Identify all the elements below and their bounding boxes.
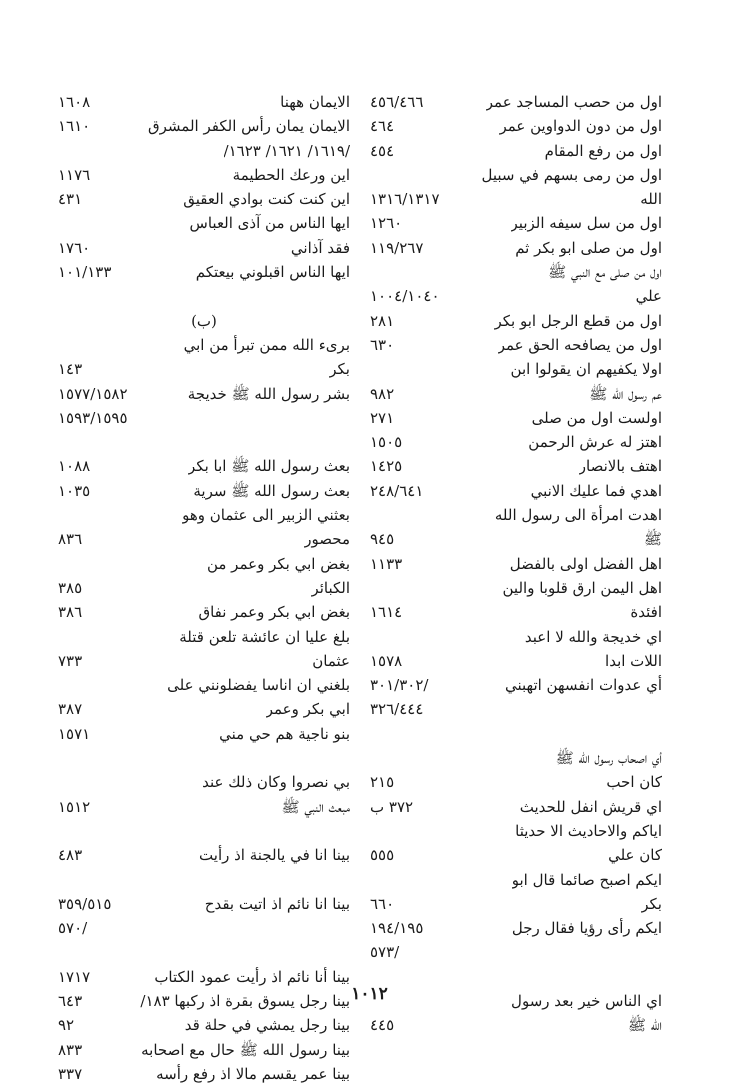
entry-text: اهل اليمن ارق قلوبا والين bbox=[502, 578, 662, 597]
index-entry bbox=[362, 1013, 662, 1037]
entry-text: اولست اول من صلى bbox=[531, 408, 662, 427]
index-entry bbox=[50, 90, 350, 114]
index-entry bbox=[362, 552, 662, 576]
entry-text: محصور bbox=[304, 530, 350, 549]
right-index-column bbox=[362, 90, 662, 1038]
entry-page-ref: ٤٥٤ bbox=[370, 141, 395, 160]
entry-page-ref: ٤٤٥ bbox=[370, 1016, 395, 1035]
entry-text: بينا رجل يمشي في حلة قد bbox=[184, 1016, 350, 1035]
entry-page-ref: ٣٨٧ bbox=[58, 700, 83, 719]
index-entry bbox=[50, 333, 350, 357]
entry-page-ref: ٩٢ bbox=[58, 1016, 75, 1035]
index-entry bbox=[50, 868, 350, 892]
entry-text: بعث رسول الله ﷺ ابا بكر bbox=[188, 457, 350, 476]
index-entry bbox=[50, 819, 350, 843]
index-entry bbox=[50, 260, 350, 284]
entry-page-ref: ٩٤٥ bbox=[370, 530, 395, 549]
index-entry bbox=[50, 187, 350, 211]
entry-text: اول من رمى بسهم في سبيل bbox=[481, 165, 662, 184]
entry-text: فقد آذاني bbox=[290, 238, 350, 257]
entry-page-ref: ١٥٧١ bbox=[58, 724, 91, 743]
entry-page-ref: ٦٦٠ bbox=[370, 894, 395, 913]
entry-text: بينا انا في يالجنة اذ رأيت bbox=[199, 846, 350, 865]
entry-text: ﷺ bbox=[643, 530, 662, 549]
index-entry bbox=[50, 114, 350, 138]
entry-text: اي قريش انفل للحديث bbox=[519, 797, 662, 816]
entry-page-ref: ١٣١٦/١٣١٧ bbox=[370, 190, 440, 209]
index-entry bbox=[362, 722, 662, 746]
entry-page-ref: ٤٨٣ bbox=[58, 846, 83, 865]
index-entry bbox=[362, 625, 662, 649]
entry-text: ايها الناس من آذى العباس bbox=[189, 214, 350, 233]
index-entry bbox=[362, 406, 662, 430]
index-entry bbox=[362, 114, 662, 138]
entry-text: بنو ناجية هم حي مني bbox=[219, 724, 350, 743]
entry-page-ref: ٣٥٩/٥١٥ bbox=[58, 894, 112, 913]
index-entry bbox=[362, 211, 662, 235]
page-number: ١٠١٢ bbox=[351, 984, 388, 1004]
index-entry bbox=[362, 697, 662, 721]
entry-page-ref: ٤٥٦/٤٦٦ bbox=[370, 93, 424, 111]
index-entry bbox=[50, 600, 350, 624]
index-entry bbox=[362, 600, 662, 624]
index-entry bbox=[362, 576, 662, 600]
entry-page-ref: ١٤٢٥ bbox=[370, 457, 403, 476]
entry-page-ref: ١٠٣٥ bbox=[58, 481, 91, 500]
entry-page-ref: ١٧١٧ bbox=[58, 967, 91, 986]
index-entry bbox=[362, 673, 662, 697]
index-entry bbox=[50, 1038, 350, 1062]
entry-text: الله bbox=[640, 190, 662, 209]
index-entry bbox=[362, 795, 662, 819]
entry-text: اولا يكفيهم ان يقولوا ابن bbox=[510, 360, 662, 379]
entry-page-ref: ١٠٠٤/١٠٤٠ bbox=[370, 287, 440, 306]
entry-text: اهتز له عرش الرحمن bbox=[528, 433, 662, 452]
entry-text: اول من صلى ابو بكر ثم bbox=[515, 238, 662, 257]
index-entry bbox=[362, 868, 662, 892]
entry-text: بغض ابي بكر وعمر من bbox=[206, 554, 350, 573]
entry-text: اهدي فما عليك الانبي bbox=[530, 481, 662, 500]
entry-text: الايمان يمان رأس الكفر المشرق bbox=[148, 117, 350, 136]
index-entry bbox=[362, 90, 662, 114]
entry-text: علي bbox=[635, 287, 662, 306]
index-entry bbox=[50, 770, 350, 794]
index-entry bbox=[362, 236, 662, 260]
entry-text: عثمان bbox=[312, 651, 350, 670]
entry-text: اول من دون الدواوين عمر bbox=[499, 117, 662, 136]
index-entry bbox=[50, 795, 350, 819]
entry-text: برىء الله ممن تبرأ من ابي bbox=[183, 335, 350, 354]
entry-text: ايكم اصبح صائما قال ابو bbox=[511, 870, 662, 889]
index-entry bbox=[362, 503, 662, 527]
index-entry bbox=[362, 430, 662, 454]
entry-page-ref: ١١٩/٢٦٧ bbox=[370, 238, 424, 257]
entry-text: اي خديجة والله لا اعبد bbox=[524, 627, 662, 646]
entry-page-ref: ٣٨٦ bbox=[58, 603, 83, 622]
entry-page-ref: ١٤٣ bbox=[58, 360, 83, 379]
entry-page-ref: ٢٨١ bbox=[370, 311, 395, 330]
entry-text: عم رسول الله ﷺ bbox=[589, 384, 662, 403]
entry-text: افئدة bbox=[630, 603, 662, 622]
index-entry bbox=[50, 625, 350, 649]
entry-page-ref: ٢٤٨/٦٤١ bbox=[370, 481, 424, 500]
entry-text: الكبائر bbox=[311, 578, 350, 597]
index-entry bbox=[50, 527, 350, 551]
index-entry bbox=[362, 357, 662, 381]
entry-text: بكر bbox=[641, 894, 662, 913]
entry-page-ref: ١٥٠٥ bbox=[370, 433, 403, 452]
index-entry bbox=[362, 333, 662, 357]
entry-text: اول من رفع المقام bbox=[544, 141, 662, 160]
entry-text: بغض ابي بكر وعمر نفاق bbox=[198, 603, 350, 622]
entry-text: أي اصحاب رسول الله ﷺ bbox=[555, 749, 662, 768]
entry-page-ref: ٦٣٠ bbox=[370, 335, 395, 354]
index-entry bbox=[362, 892, 662, 916]
entry-text: بينا أنا نائم اذ رأيت عمود الكتاب bbox=[154, 967, 350, 986]
index-entry bbox=[50, 309, 350, 333]
index-entry bbox=[50, 843, 350, 867]
entry-page-ref: ١٧٦٠ bbox=[58, 238, 91, 257]
entry-page-ref: ٢٧١ bbox=[370, 408, 395, 427]
entry-text: بعثني الزبير الى عثمان وهو bbox=[182, 506, 350, 525]
entry-page-ref: ٨٣٦ bbox=[58, 530, 83, 549]
entry-page-ref: ١١٣٣ bbox=[370, 554, 403, 573]
left-index-column bbox=[50, 90, 350, 1086]
entry-text: اهتف بالانصار bbox=[578, 457, 662, 476]
index-entry bbox=[362, 260, 662, 284]
entry-text: بلغ عليا ان عائشة تلعن قتلة bbox=[179, 627, 350, 646]
entry-text: اهل الفضل اولى بالفضل bbox=[509, 554, 662, 573]
entry-page-ref: ٤٣١ bbox=[58, 190, 83, 209]
entry-text: اياكم والاحاديث الا حديثا bbox=[515, 821, 662, 840]
entry-text: اول من سل سيفه الزبير bbox=[510, 214, 662, 233]
entry-text: بينا انا نائم اذ اتيت بقدح bbox=[204, 894, 350, 913]
entry-page-ref: ٦٤٣ bbox=[58, 991, 83, 1010]
entry-page-ref: ٢١٥ bbox=[370, 773, 395, 792]
entry-text: بينا رسول الله ﷺ حال مع اصحابه bbox=[141, 1040, 350, 1059]
entry-text: كان علي bbox=[608, 846, 662, 865]
entry-page-ref: ١٦٠٨ bbox=[58, 93, 91, 111]
entry-text: بينا رجل يسوق بقرة اذ ركبها ١٨٣/ bbox=[140, 991, 350, 1010]
index-entry bbox=[50, 454, 350, 478]
index-entry bbox=[362, 843, 662, 867]
index-entry bbox=[50, 916, 350, 940]
entry-text: بينا عمر يقسم مالا اذ رفع رأسه bbox=[156, 1064, 350, 1083]
entry-text: كان احب bbox=[606, 773, 662, 792]
index-entry bbox=[50, 236, 350, 260]
entry-page-ref: ١٥٧٧/١٥٨٢ bbox=[58, 384, 128, 403]
entry-text: اول من حصب المساجد عمر bbox=[485, 93, 662, 111]
index-entry bbox=[50, 552, 350, 576]
entry-text: الله ﷺ bbox=[627, 1016, 662, 1035]
entry-page-ref: ٣٢٦/٤٤٤ bbox=[370, 700, 424, 719]
entry-page-ref: ٣٧٢ ب bbox=[370, 797, 414, 816]
index-entry bbox=[362, 770, 662, 794]
index-entry bbox=[362, 649, 662, 673]
index-entry bbox=[50, 406, 350, 430]
entry-page-ref: ١٩٤/١٩٥ bbox=[370, 919, 424, 938]
index-entry bbox=[50, 284, 350, 308]
index-entry bbox=[362, 940, 662, 964]
index-entry bbox=[50, 697, 350, 721]
entry-page-ref: ١١٧٦ bbox=[58, 165, 91, 184]
entry-text: بلغني ان اناسا يفضلونني على bbox=[167, 676, 350, 695]
index-entry bbox=[50, 163, 350, 187]
entry-page-ref: ١٥٧٨ bbox=[370, 651, 403, 670]
entry-text: ايها الناس اقبلوني بيعتكم bbox=[195, 263, 350, 282]
entry-text: أي عدوات انفسهن اتهبني bbox=[504, 676, 662, 695]
entry-page-ref: ٨٣٣ bbox=[58, 1040, 83, 1059]
entry-text: ايكم رأى رؤيا فقال رجل bbox=[511, 919, 662, 938]
index-entry bbox=[50, 673, 350, 697]
index-entry bbox=[362, 454, 662, 478]
entry-page-ref: ١٥٩٣/١٥٩٥ bbox=[58, 408, 128, 427]
entry-text: اين ورعك الحطيمة bbox=[232, 165, 350, 184]
index-entry bbox=[362, 916, 662, 940]
entry-text: اول من صلى مع النبي ﷺ bbox=[548, 263, 662, 282]
entry-text: الايمان ههنا bbox=[280, 93, 350, 111]
index-entry bbox=[362, 163, 662, 187]
index-entry bbox=[362, 187, 662, 211]
entry-text: بشر رسول الله ﷺ خديجة bbox=[187, 384, 350, 403]
entry-text: اول من يصافحه الحق عمر bbox=[497, 335, 662, 354]
entry-page-ref: ٩٨٢ bbox=[370, 384, 395, 403]
index-entry bbox=[50, 746, 350, 770]
entry-page-ref: ٣٠١/٣٠٢/ bbox=[370, 676, 429, 695]
index-entry bbox=[362, 819, 662, 843]
entry-page-ref: ١٦١٠ bbox=[58, 117, 91, 136]
index-entry bbox=[50, 430, 350, 454]
entry-page-ref: ١٥١٢ bbox=[58, 797, 91, 816]
index-entry bbox=[362, 746, 662, 770]
entry-text: /١٦١٩/ ١٦٢١/ ١٦٢٣/ bbox=[223, 141, 350, 160]
index-entry bbox=[50, 211, 350, 235]
entry-page-ref: ٥٥٥ bbox=[370, 846, 395, 865]
index-entry bbox=[50, 576, 350, 600]
index-entry bbox=[50, 722, 350, 746]
index-entry bbox=[50, 357, 350, 381]
entry-text: اول من قطع الرجل ابو بكر bbox=[494, 311, 662, 330]
index-entry bbox=[50, 139, 350, 163]
entry-text: بي نصروا وكان ذلك عند bbox=[202, 773, 350, 792]
index-entry bbox=[362, 382, 662, 406]
entry-text: اللات ابدا bbox=[605, 651, 662, 670]
entry-page-ref: ٤٦٤ bbox=[370, 117, 395, 136]
entry-page-ref: ١٢٦٠ bbox=[370, 214, 403, 233]
entry-page-ref: ٥٧٠/ bbox=[58, 919, 88, 938]
entry-page-ref: ٥٧٣/ bbox=[370, 943, 400, 962]
index-entry bbox=[50, 1062, 350, 1086]
index-entry bbox=[50, 1013, 350, 1037]
entry-text: ابي بكر وعمر bbox=[265, 700, 350, 719]
entry-text: اي الناس خير بعد رسول bbox=[511, 991, 662, 1010]
entry-text: مبعث النبي ﷺ bbox=[281, 797, 350, 816]
index-entry bbox=[50, 382, 350, 406]
entry-text: بكر bbox=[329, 360, 350, 379]
index-entry bbox=[50, 940, 350, 964]
entry-page-ref: ١٠١/١٣٣ bbox=[58, 263, 112, 282]
entry-page-ref: ٣٣٧ bbox=[58, 1064, 83, 1083]
index-entry bbox=[50, 892, 350, 916]
index-entry bbox=[362, 309, 662, 333]
index-entry bbox=[50, 503, 350, 527]
entry-page-ref: ٧٣٣ bbox=[58, 651, 83, 670]
entry-text: اين كنت كنت بوادي العقيق bbox=[183, 190, 350, 209]
index-entry bbox=[362, 479, 662, 503]
index-entry bbox=[362, 284, 662, 308]
index-entry bbox=[362, 527, 662, 551]
entry-text: اهدت امرأة الى رسول الله bbox=[494, 506, 662, 525]
entry-page-ref: ٣٨٥ bbox=[58, 578, 83, 597]
entry-text: (ب) bbox=[191, 311, 217, 330]
index-entry bbox=[362, 139, 662, 163]
index-entry bbox=[50, 649, 350, 673]
entry-page-ref: ١٦١٤ bbox=[370, 603, 403, 622]
entry-text: بعث رسول الله ﷺ سرية bbox=[193, 481, 350, 500]
index-entry bbox=[50, 479, 350, 503]
entry-page-ref: ١٠٨٨ bbox=[58, 457, 91, 476]
